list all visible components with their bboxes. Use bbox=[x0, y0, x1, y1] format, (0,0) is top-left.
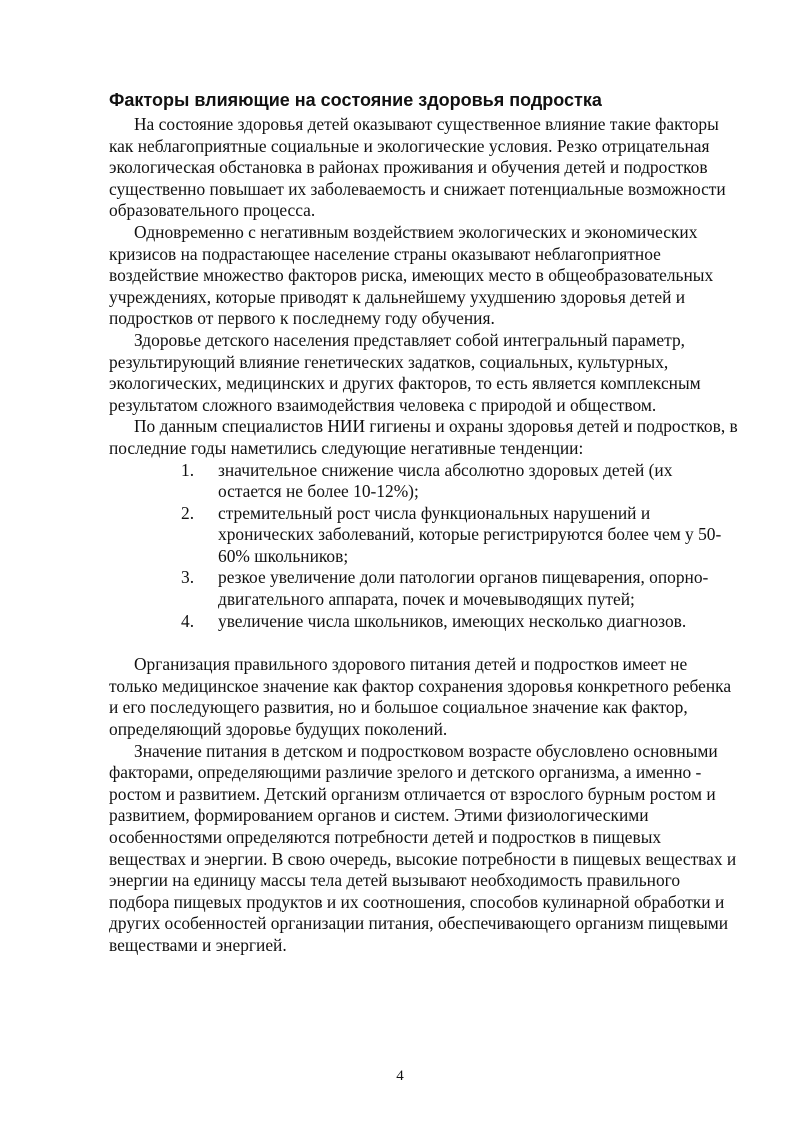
list-item-text: увеличение числа школьников, имеющих несколько диагнозов. bbox=[218, 610, 687, 631]
paragraph: Организация правильного здорового питания детей и подростков имеет не только медицинское значение как фактор сохранения здоровья конкретного ребенка и его последующего развития, но и большое социальное значение как фактор, определяющий здоровье будущих поколений. bbox=[109, 654, 732, 740]
paragraph: На состояние здоровья детей оказывают существенное влияние такие факторы как неблагоприятные социальные и экологические условия. Резко отрицательная экологическая обстановка в районах проживания и обучения детей и подростков существенно повышает их заболеваемость и снижает потенциальные возможности образовательного процесса. bbox=[109, 114, 726, 221]
list-item-number: 3. bbox=[181, 567, 195, 588]
list-item bbox=[109, 611, 739, 633]
spacer bbox=[109, 632, 739, 654]
section-heading: Факторы влияющие на состояние здоровья подростка bbox=[109, 90, 602, 110]
list-item-text: резкое увеличение доли патологии органов пищеварения, опорно-двигательного аппарата, почек и мочевыводящих путей; bbox=[218, 567, 709, 610]
numbered-list bbox=[109, 460, 739, 633]
paragraph: Значение питания в детском и подростковом возрасте обусловлено основными факторами, определяющими различие зрелого и детского организма, а именно - ростом и развитием. Детский организм отличается от взрослого бурным ростом и развитием, формированием органов и систем. Этими физиологическими особенностями определяются потребности детей и подростков в пищевых веществах и энергии. В свою очередь, высокие потребности в пищевых веществах и энергии на единицу массы тела детей вызывают необходимость правильного подбора пищевых продуктов и их соотношения, способов кулинарной обработки и других особенностей организации питания, обеспечивающего организм пищевыми веществами и энергией. bbox=[109, 740, 737, 955]
list-item-number: 1. bbox=[181, 459, 195, 480]
list-item bbox=[109, 503, 739, 568]
paragraph: По данным специалистов НИИ гигиены и охраны здоровья детей и подростков, в последние годы наметились следующие негативные тенденции: bbox=[109, 416, 738, 458]
paragraph: Здоровье детского населения представляет собой интегральный параметр, результирующий влияние генетических задатков, социальных, культурных, экологических, медицинских и других факторов, то есть является комплексным результатом сложного взаимодействия человека с природой и обществом. bbox=[109, 329, 701, 415]
list-item-text: стремительный рост числа функциональных нарушений и хронических заболеваний, которые регистрируются более чем у 50-60% школьников; bbox=[218, 502, 722, 566]
list-item bbox=[109, 567, 739, 610]
paragraph: Одновременно с негативным воздействием экологических и экономических кризисов на подрастающее население страны оказывают неблагоприятное воздействие множество факторов риска, имеющих место в общеобразовательных учреждениях, которые приводят к дальнейшему ухудшению здоровья детей и подростков от первого к последнему году обучения. bbox=[109, 221, 714, 329]
list-item-number: 4. bbox=[181, 610, 195, 631]
list-item bbox=[109, 460, 739, 503]
page-number: 4 bbox=[396, 1068, 404, 1084]
list-item-number: 2. bbox=[181, 502, 195, 523]
list-item-text: значительное снижение числа абсолютно здоровых детей (их остается не более 10-12%); bbox=[218, 459, 673, 502]
page-content bbox=[109, 88, 739, 957]
